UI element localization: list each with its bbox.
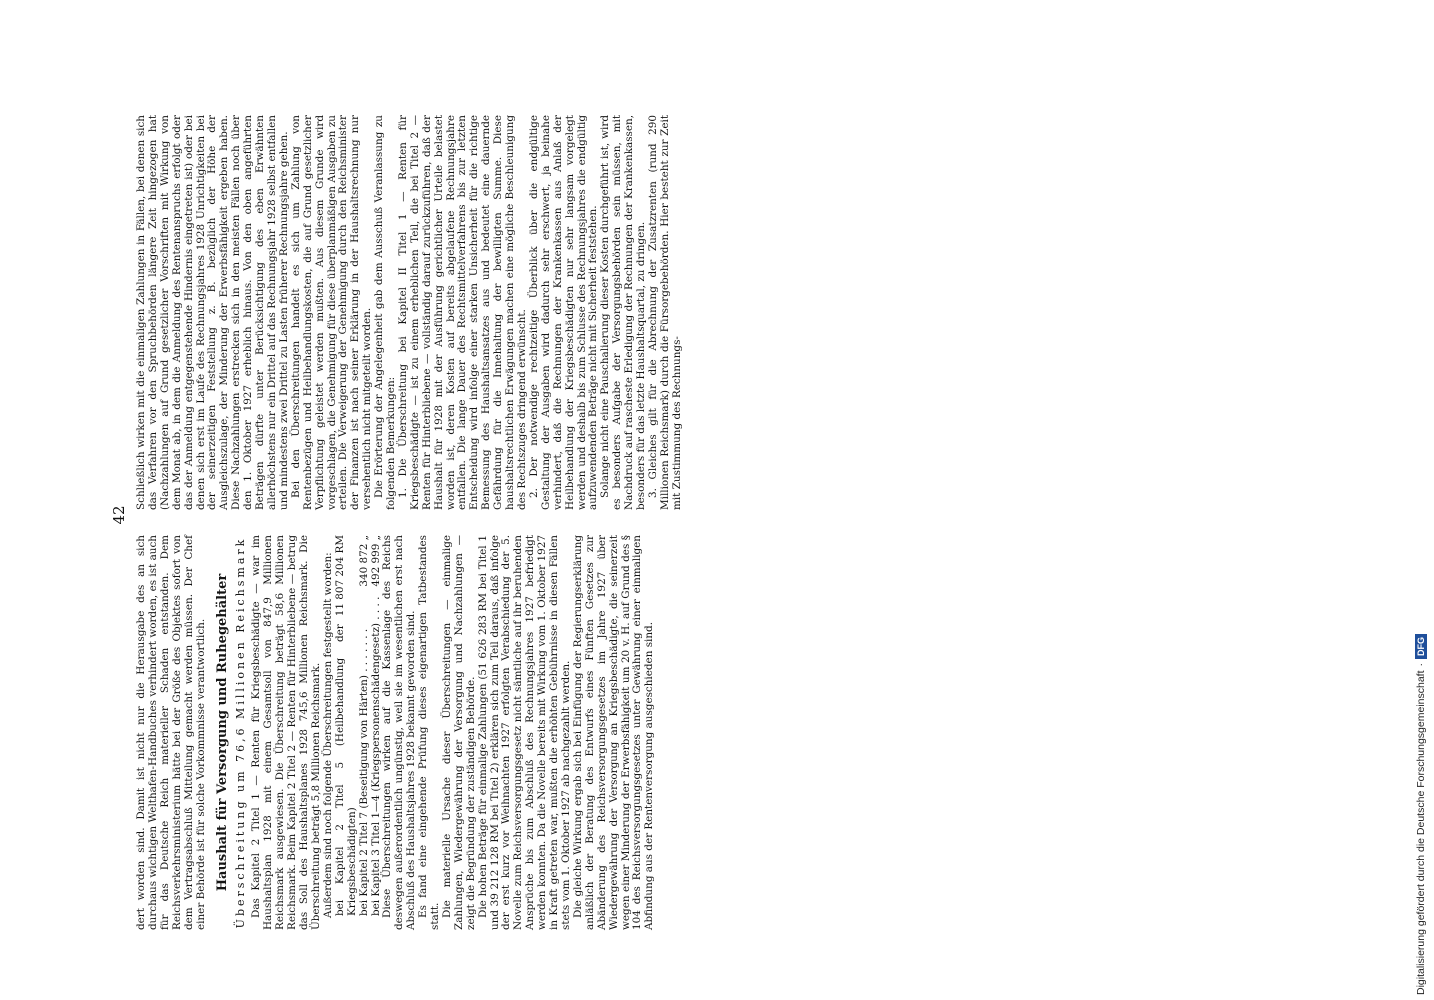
paragraph: Solange nicht eine Pauschalierung dieser Kosten durchgeführt ist, wird es besonders Aufgabe der Versorgungsbehörden sein müssen, mit Nachdruck auf rascheste Erledigung der Rechnungen der Krankenkassen, besonders für das letzte Haushaltsquartal, zu dringen. — [599, 115, 648, 510]
list-item-label: bei Kapitel 2 Titel 5 (Heilbehandlung der Kriegsbeschädigten) — [333, 624, 358, 916]
list-item-amount: 340 872 „ — [357, 535, 370, 587]
paragraph: Die Erörterung der Angelegenheit gab dem Ausschuß Veranlassung zu folgenden Bemerkungen: — [373, 115, 398, 510]
list-item-amount: 492 999 „ — [369, 535, 382, 587]
left-column — [136, 535, 656, 930]
paragraph: Außerdem sind noch folgende Überschreitungen festgestellt worden: — [321, 552, 334, 918]
paragraph: 3. Gleiches gilt für die Abrechnung der Zusatzrenten (rund 290 Millionen Reichsmark) durch die Fürsorgebehörden. Hier besteht zur Zeit mit Zustimmung des Rechnungs- — [646, 115, 683, 510]
list-item — [335, 535, 359, 930]
digitization-note: Digitalisierung gefördert durch die Deutsche Forschungsgemeinschaft · DFG — [1415, 634, 1427, 995]
paragraph: Schließlich wirken mit die einmaligen Zahlungen in Fällen, bei denen sich das Verfahren vor den Spruchbehörden längere Zeit hingezogen hat (Nachzahlungen auf Grund gesetzlicher Vorschriften mit Wirkung von dem Monat ab, in dem die Anmeldung des Rentenanspruchs erfolgt oder das der Anmeldung entgegenstehende Hindernis eingetreten ist) oder bei denen sich erst im Laufe des Rechnungsjahres 1928 Unrichtigkeiten bei der seinerzeitigen Feststellung z. B. bezüglich der Höhe der Ausgleichszulage, der Minderung der Erwerbsfähigkeit ergeben haben. Diese Nachzahlungen erstrecken sich in den meisten Fällen noch über den 1. Oktober 1927 erheblich hinaus. Von den oben angeführten Beträgen dürfte unter Berücksichtigung des eben Erwähnten allerhöchstens nur ein Drittel auf das Rechnungsjahr 1928 selbst entfallen und mindestens zwei Drittel zu Lasten früherer Rechnungsjahre gehen. — [135, 115, 290, 510]
dfg-logo: DFG — [1415, 634, 1427, 659]
paragraph: 1. Die Überschreitung bei Kapitel II Titel 1 — Renten für Kriegsbeschädigte — ist zu einem erheblichen Teil, die bei Titel 2 — Renten für Hinterbliebene — vollständig darauf zurückzuführen, daß der Haushalt für 1928 mit der Ausführung gerichtlicher Urteile belastet worden ist, deren Kosten auf bereits abgelaufene Rechnungsjahre entfallen. Die lange Dauer des Rechtsmittelverfahrens bis zur letzten Entscheidung wird infolge einer starken Unsicherheit für die richtige Bemessung des Haushaltsansatzes aus und bedeutet eine dauernde Gefährdung für die Innehaltung der bewilligten Summe. Diese haushaltsrechtlichen Erwägungen machen eine mögliche Beschleunigung des Rechtszuges dringend erwünscht. — [396, 115, 528, 510]
list-item-label: bei Kapitel 3 Titel 1—4 (Kriegspersonenschädengesetz) . . . . — [369, 596, 382, 916]
paragraph: Bei den Überschreitungen handelt es sich um Zahlung von Rentenbezügen und Heilbehandlungskosten, die auf Grund gesetzlicher Verpflichtung geleistet werden mußten. Aus diesem Grunde wird vorgeschlagen, die Genehmigung für diese überplanmäßigen Ausgaben zu erteilen. Die Verweigerung der Genehmigung durch den Reichsminister der Finanzen ist nach seiner Erklärung in der Haushaltsrechnung nur versehentlich nicht mitgeteilt worden. — [289, 115, 374, 510]
section-subheading: Überschreitung um 76,6 Millionen Reichsmark — [234, 536, 248, 929]
paragraph: Die gleiche Wirkung ergab sich bei Einfügung der Regierungserklärung anläßlich der Beratung des Entwurfs eines Fünften Gesetzes zur Abänderung des Reichsversorgungsgesetzes im Jahre 1927 über Wiedergewährung der Versorgung an Kriegsbeschädigte, die seinerzeit wegen einer Minderung der Erwerbsfähigkeit um 20 v. H. auf Grund des § 104 des Reichsversorgungsgesetzes unter Gewährung einer einmaligen Abfindung aus der Rentenversorgung ausgeschieden sind. — [571, 535, 656, 930]
page-number: 42 — [110, 505, 128, 525]
scanned-page — [110, 85, 1400, 945]
paragraph: dert worden sind. Damit ist nicht nur die Herausgabe des an sich durchaus wichtigen Welthafen-Handbuches verhindert worden, es ist auch für das Deutsche Reich materieller Schaden entstanden. Dem Reichsverkehrsministerium hätte bei der Größe des Objektes sofort von dem Vertragsabschluß Mitteilung gemacht werden müssen. Der Chef einer Behörde ist für solche Vorkommnisse verantwortlich. — [135, 535, 207, 930]
right-column — [136, 115, 684, 510]
list-item — [359, 535, 371, 930]
paragraph: Das Kapitel 2 Titel 1 — Renten für Kriegsbeschädigte — war im Haushaltsplan 1928 mit einem Gesamtsoll von 847,9 Millionen Reichsmark ausgewiesen. Die Überschreitung beträgt 58,6 Millionen Reichsmark. Beim Kapitel 2 Titel 2 — Renten für Hinterbliebene — betrug das Soll des Haushaltsplanes 1928 745,6 Millionen Reichsmark. Die Überschreitung beträgt 5,8 Millionen Reichsmark. — [250, 535, 322, 930]
paragraph: 2. Der notwendige rechtzeitige Überblick über die endgültige Gestaltung der Ausgaben wird dadurch sehr erschwert, ja beinahe verhindert, daß die Rechnungen der Krankenkassen aus Anlaß der Heilbehandlung der Kriegsbeschädigten nur sehr langsam vorgelegt werden und deshalb bis zum Schlusse des Rechnungsjahres die endgültig aufzuwendenden Beträge nicht mit Sicherheit feststehen. — [527, 115, 600, 510]
section-heading: Haushalt für Versorgung und Ruhegehälter — [215, 573, 231, 892]
digitization-text: Digitalisierung gefördert durch die Deutsche Forschungsgemeinschaft — [1415, 670, 1427, 995]
list-item-label: bei Kapitel 2 Titel 7 (Beseitigung von Härten) . . . . . . . — [357, 628, 370, 916]
paragraph: Es fand eine eingehende Prüfung dieses eigenartigen Tatbestandes statt. — [417, 535, 442, 930]
paragraph: Die materielle Ursache dieser Überschreitungen — einmalige Zahlungen, Wiedergewährung der Versorgung und Nachzahlungen — zeigt die Begründung der zuständigen Behörde. — [440, 535, 477, 930]
page-content — [110, 110, 1400, 930]
paragraph: Diese Überschreitungen wirken auf die Kassenlage des Reichs deswegen außerordentlich ungünstig, weil sie im wesentlichen erst nach Abschluß des Haushaltsjahres 1928 bekannt geworden sind. — [381, 535, 418, 930]
list-item-amount: 11 807 204 RM — [333, 535, 346, 617]
paragraph: Die hohen Beträge für einmalige Zahlungen (51 626 283 RM bei Titel 1 und 39 212 128 RM bei Titel 2) erklären sich zum Teil daraus, daß infolge der erst kurz vor Weihnachten 1927 erfolgten Verabschiedung der 5. Novelle zum Reichsversorgungsgesetz nicht sämtliche auf ihr beruhenden Ansprüche bis zum Abschluß des Rechnungsjahres 1927 befriedigt werden konnten. Da die Novelle bereits mit Wirkung vom 1. Oktober 1927 in Kraft getreten war, mußten die erhöhten Gebührnisse in diesen Fällen stets vom 1. Oktober 1927 ab nachgezahlt werden. — [476, 535, 572, 930]
